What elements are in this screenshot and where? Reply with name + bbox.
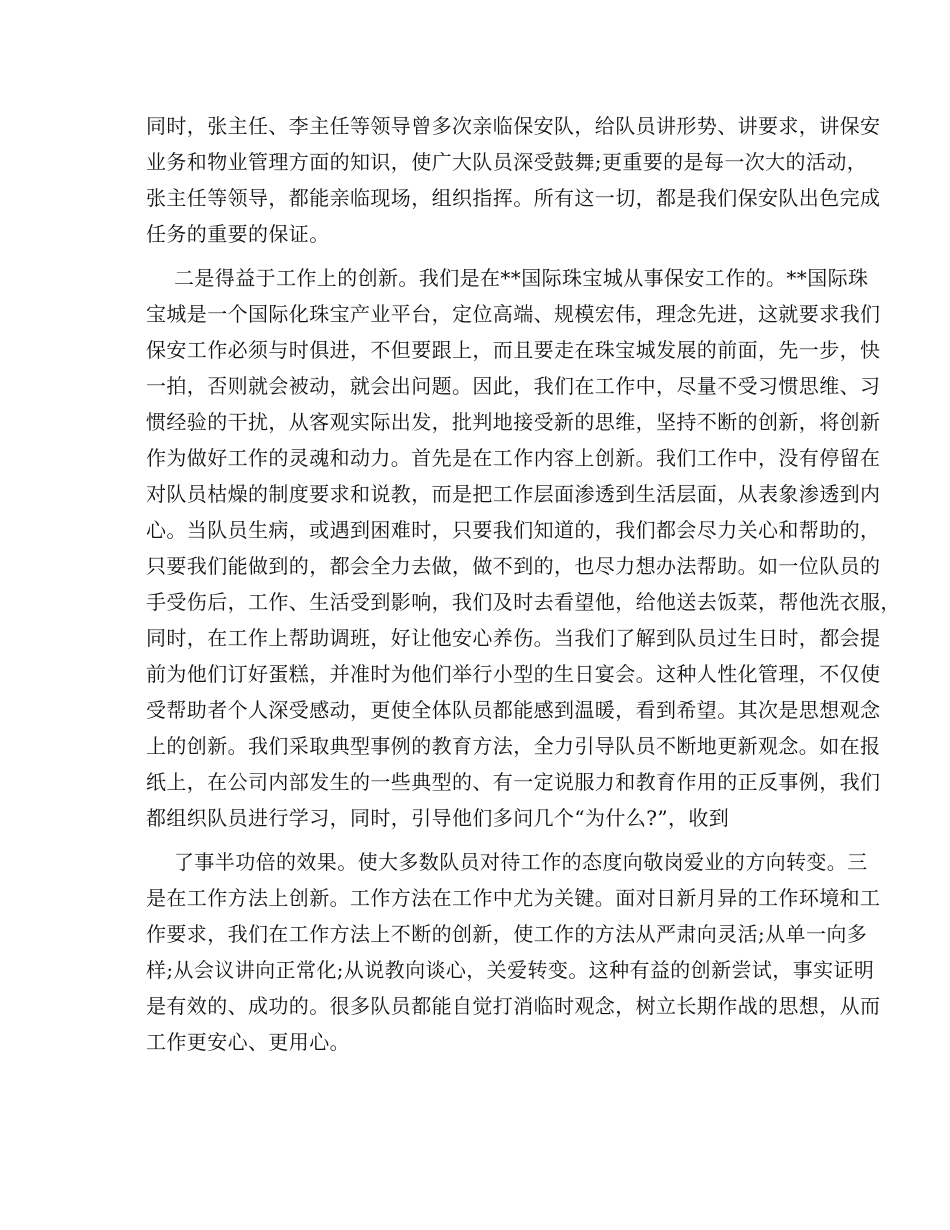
text-line: 保安工作必须与时俱进，不但要跟上，而且要走在珠宝城发展的前面，先一步，快 (146, 338, 881, 362)
text-line: 作要求，我们在工作方法上不断的创新，使工作的方法从严肃向灵活;从单一向多 (146, 922, 868, 946)
text-line: 手受伤后，工作、生活受到影响，我们及时去看望他，给他送去饭菜，帮他洗衣服， (146, 590, 901, 614)
text-line: 对队员枯燥的制度要求和说教，而是把工作层面渗透到生活层面，从表象渗透到内 (146, 482, 881, 506)
text-line: 受帮助者个人深受感动，更使全体队员都能感到温暖，看到希望。其次是思想观念 (146, 698, 881, 722)
text-line: 二是得益于工作上的创新。我们是在**国际珠宝城从事保安工作的。**国际珠 (174, 266, 869, 290)
text-line: 纸上，在公司内部发生的一些典型的、有一定说服力和教育作用的正反事例，我们 (146, 770, 881, 794)
text-line: 都组织队员进行学习，同时，引导他们多问几个“为什么?”，收到 (146, 806, 730, 830)
text-line: 同时，在工作上帮助调班，好让他安心养伤。当我们了解到队员过生日时，都会提 (146, 626, 881, 650)
text-line: 是在工作方法上创新。工作方法在工作中尤为关键。面对日新月异的工作环境和工 (146, 886, 881, 910)
text-line: 业务和物业管理方面的知识，使广大队员深受鼓舞;更重要的是每一次大的活动， (146, 150, 868, 174)
text-line: 同时，张主任、李主任等领导曾多次亲临保安队，给队员讲形势、讲要求，讲保安 (146, 114, 881, 138)
text-line: 心。当队员生病，或遇到困难时，只要我们知道的，我们都会尽力关心和帮助的， (146, 518, 881, 542)
text-line: 是有效的、成功的。很多队员都能自觉打消临时观念，树立长期作战的思想，从而 (146, 994, 881, 1018)
text-line: 了事半功倍的效果。使大多数队员对待工作的态度向敬岗爱业的方向转变。三 (174, 850, 868, 874)
text-line: 惯经验的干扰，从客观实际出发，批判地接受新的思维，坚持不断的创新，将创新 (146, 410, 881, 434)
text-line: 上的创新。我们采取典型事例的教育方法，全力引导队员不断地更新观念。如在报 (146, 734, 881, 758)
text-line: 只要我们能做到的，都会全力去做，做不到的，也尽力想办法帮助。如一位队员的 (146, 554, 881, 578)
text-line: 一拍，否则就会被动，就会出问题。因此，我们在工作中，尽量不受习惯思维、习 (146, 374, 881, 398)
text-line: 样;从会议讲向正常化;从说教向谈心，关爱转变。这种有益的创新尝试，事实证明 (146, 958, 875, 982)
text-line: 任务的重要的保证。 (146, 222, 330, 246)
text-line: 前为他们订好蛋糕，并准时为他们举行小型的生日宴会。这种人性化管理，不仅使 (146, 662, 881, 686)
text-line: 工作更安心、更用心。 (146, 1030, 350, 1054)
text-line: 宝城是一个国际化珠宝产业平台，定位高端、规模宏伟，理念先进，这就要求我们 (146, 302, 881, 326)
text-line: 张主任等领导，都能亲临现场，组织指挥。所有这一切，都是我们保安队出色完成 (146, 186, 881, 210)
text-line: 作为做好工作的灵魂和动力。首先是在工作内容上创新。我们工作中，没有停留在 (146, 446, 881, 470)
